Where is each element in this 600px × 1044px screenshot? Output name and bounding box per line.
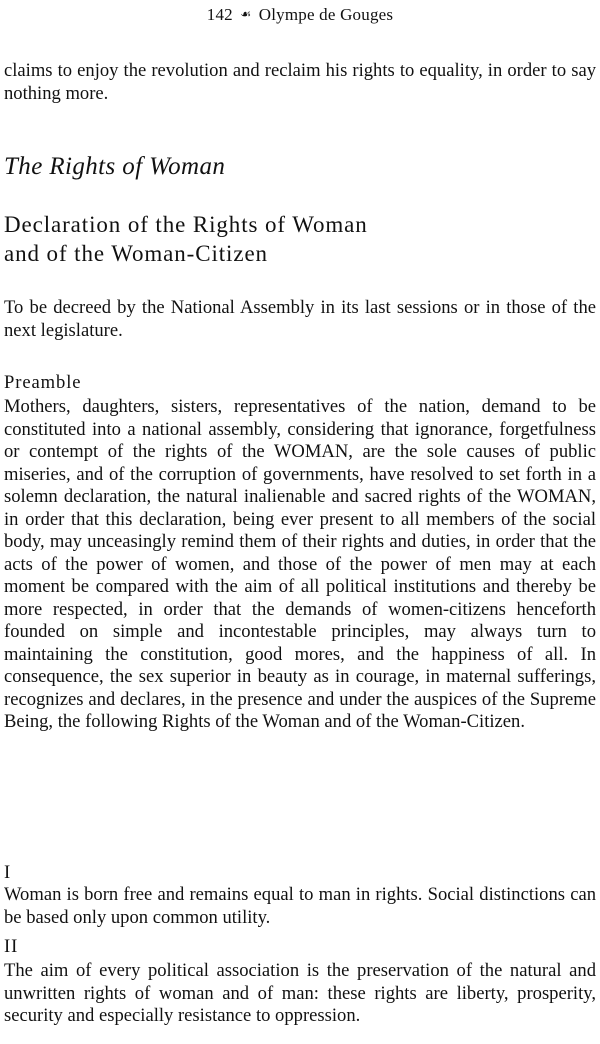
article-2-text: The aim of every political association is the preservation of the natural and unwritten rights of woman and of man: these rights are liberty, prosperity, security and especially resistance to oppression. bbox=[4, 960, 596, 1026]
article-1-numeral: I bbox=[4, 862, 12, 883]
preamble-text: Mothers, daughters, sisters, representatives of the nation, demand to be constituted into a national assembly, considering that ignorance, forgetfulness or contempt of the rights of the WOMAN, are the sole causes of public miseries, and of the corruption of governments, have resolved to set forth in a solemn declaration, the natural inalienable and sacred rights of the WOMAN, in order that this declaration, being ever present to all members of the social body, may unceasingly remind them of their rights and duties, in order that the acts of the power of women, and those of the power of men may at each moment be compared with the aim of all political institutions and thereby be more respected, in order that the demands of women-citizens henceforth founded on simple and incontestable principles, may always turn to maintaining the constitution, good mores, and the happiness of all. In consequence, the sex superior in beauty as in courage, in maternal sufferings, recognizes and declares, in the presence and under the auspices of the Supreme Being, the following Rights of the Woman and of the Woman-Citizen. bbox=[4, 396, 596, 732]
preamble-heading: Preamble bbox=[4, 372, 82, 393]
intro-paragraph: claims to enjoy the revolution and reclaim his rights to equality, in order to say nothing more. bbox=[4, 60, 596, 104]
section-title: The Rights of Woman bbox=[4, 153, 226, 180]
declaration-title-line-1: Declaration of the Rights of Woman bbox=[4, 212, 368, 237]
declaration-title bbox=[4, 210, 596, 268]
declaration-title-line-2: and of the Woman-Citizen bbox=[4, 241, 268, 266]
article-2-numeral: II bbox=[4, 936, 19, 957]
running-head-author: Olympe de Gouges bbox=[258, 5, 394, 24]
page-number: 142 bbox=[206, 5, 233, 24]
fleuron-icon: ☙ bbox=[240, 7, 252, 21]
article-1-text: Woman is born free and remains equal to man in rights. Social distinctions can be based only upon common utility. bbox=[4, 884, 596, 928]
decree-note: To be decreed by the National Assembly in its last sessions or in those of the next legislature. bbox=[4, 297, 596, 341]
running-head bbox=[0, 3, 600, 26]
